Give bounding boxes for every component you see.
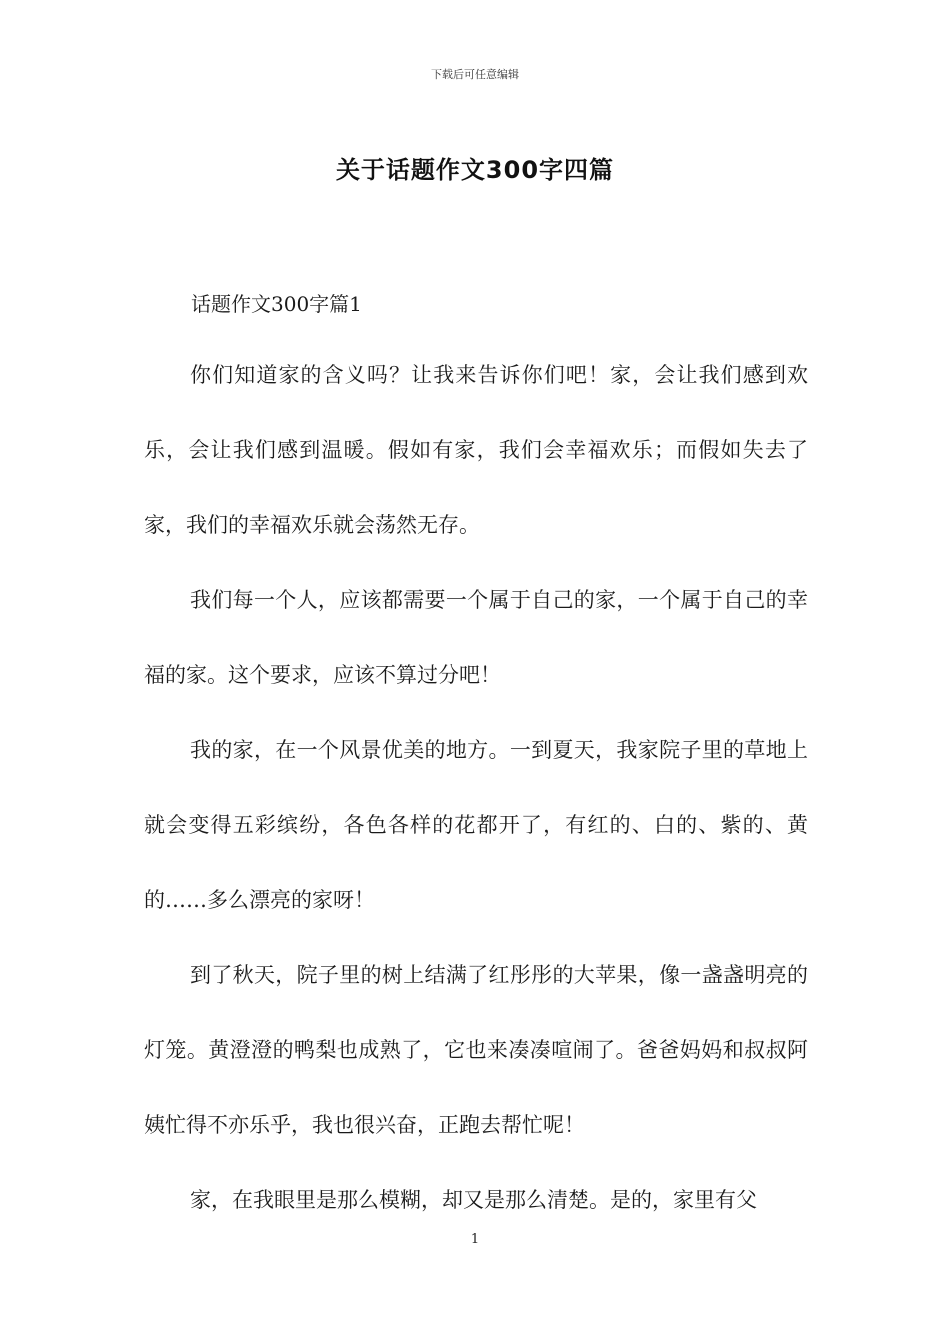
- header-note: 下载后可任意编辑: [431, 68, 519, 81]
- paragraph: 你们知道家的含义吗？让我来告诉你们吧！家，会让我们感到欢乐，会让我们感到温暖。假如有家，我们会幸福欢乐；而假如失去了家，我们的幸福欢乐就会荡然无存。: [144, 363, 808, 537]
- page-number: 1: [470, 1232, 480, 1247]
- paragraph: 到了秋天，院子里的树上结满了红彤彤的大苹果，像一盏盏明亮的灯笼。黄澄澄的鸭梨也成熟了，它也来凑凑喧闹了。爸爸妈妈和叔叔阿姨忙得不亦乐乎，我也很兴奋，正跑去帮忙呢！: [144, 963, 808, 1137]
- paragraph: 家，在我眼里是那么模糊，却又是那么清楚。是的，家里有父: [190, 1188, 757, 1212]
- paragraph: 我的家，在一个风景优美的地方。一到夏天，我家院子里的草地上就会变得五彩缤纷，各色各样的花都开了，有红的、白的、紫的、黄的……多么漂亮的家呀！: [144, 738, 808, 912]
- document-body: [144, 338, 808, 1238]
- document-title: 关于话题作文300字四篇: [335, 156, 615, 184]
- paragraph: 我们每一个人，应该都需要一个属于自己的家，一个属于自己的幸福的家。这个要求，应该不算过分吧！: [144, 588, 808, 687]
- section-heading: 话题作文300字篇1: [191, 292, 362, 316]
